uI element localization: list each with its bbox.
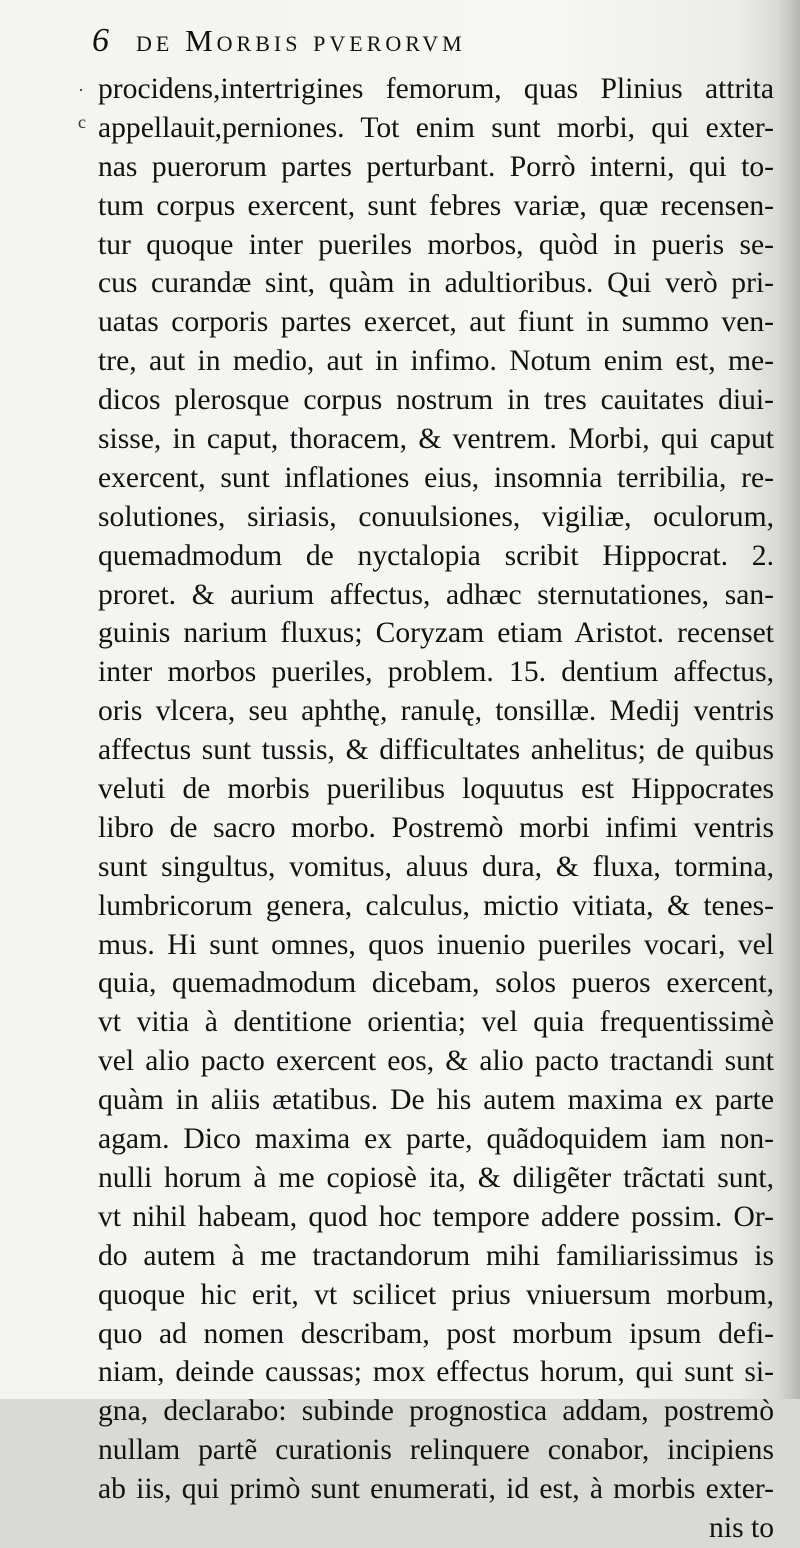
page-edge-shadow [778, 0, 800, 1399]
text-line: quemadmodum de nyctalopia scribit Hippocrat. 2. [98, 539, 774, 572]
text-line: lumbricorum genera, calculus, mictio vitiata, & tenes- [98, 889, 774, 922]
page-header [92, 22, 732, 62]
body-text [98, 70, 774, 1548]
text-line: niam, deinde caussas; mox effectus horum, qui sunt si- [98, 1356, 774, 1389]
text-line: inter morbos pueriles, problem. 15. dentium affectus, [98, 656, 774, 689]
text-line: vt vitia à dentitione orientia; vel quia frequentissimè [98, 1006, 774, 1039]
text-line: gna, declarabo: subinde prognostica addam, postremò [98, 1395, 774, 1428]
text-line: nulli horum à me copiosè ita, & diligẽter trãctati sunt, [98, 1161, 774, 1194]
text-line: tur quoque inter pueriles morbos, quòd in pueris se- [98, 228, 774, 261]
text-line: guinis narium fluxus; Coryzam etiam Aristot. recenset [98, 617, 774, 650]
text-line: procidens,intertrigines femorum, quas Plinius attrita [98, 73, 774, 105]
text-line: nis to [709, 1511, 774, 1544]
text-line: exercent, sunt inflationes eius, insomnia terribilia, re- [98, 461, 774, 494]
running-title: de Morbis pverorvm [136, 23, 466, 58]
text-line: tum corpus exercent, sunt febres variæ, quæ recensen- [98, 189, 774, 222]
text-line: do autem à me tractandorum mihi familiarissimus is [98, 1239, 774, 1272]
text-line: veluti de morbis puerilibus loquutus est Hippocrates [98, 773, 774, 806]
text-line: libro de sacro morbo. Postremò morbi infimi ventris [98, 811, 774, 844]
page-number: 6 [92, 22, 112, 59]
text-line: nullam partẽ curationis relinquere conabor, incipiens [98, 1434, 774, 1467]
text-line: solutiones, siriasis, conuulsiones, vigiliæ, oculorum, [98, 500, 774, 533]
text-line: vel alio pacto exercent eos, & alio pacto tractandi sunt [98, 1045, 774, 1078]
text-line: vt nihil habeam, quod hoc tempore addere possim. Or- [98, 1200, 774, 1233]
text-line: oris vlcera, seu aphthę, ranulę, tonsillæ. Medij ventris [98, 695, 774, 728]
text-line: quoque hic erit, vt scilicet prius vniuersum morbum, [98, 1278, 774, 1311]
text-line: dicos plerosque corpus nostrum in tres cauitates diui- [98, 384, 774, 417]
text-line: nas puerorum partes perturbant. Porrò interni, qui to- [98, 150, 774, 183]
margin-mark: c [78, 112, 86, 132]
text-line: mus. Hi sunt omnes, quos inuenio pueriles vocari, vel [98, 928, 774, 961]
text-line: quàm in aliis ætatibus. De his autem maxima ex parte [98, 1084, 774, 1117]
text-line: affectus sunt tussis, & difficultates anhelitus; de quibus [98, 734, 774, 767]
text-line: appellauit,perniones. Tot enim sunt morbi, qui exter- [98, 111, 774, 144]
text-line: proret. & aurium affectus, adhæc sternutationes, san- [98, 578, 774, 611]
text-line: ab iis, qui primò sunt enumerati, id est, à morbis exter- [98, 1473, 774, 1506]
text-line: quo ad nomen describam, post morbum ipsum defi- [98, 1317, 774, 1350]
text-line: uatas corporis partes exercet, aut fiunt in summo ven- [98, 306, 774, 339]
margin-mark: · [78, 80, 84, 100]
text-line: quia, quemadmodum dicebam, solos pueros exercent, [98, 967, 774, 1000]
text-line: sunt singultus, vomitus, aluus dura, & fluxa, tormina, [98, 850, 774, 883]
text-line: tre, aut in medio, aut in infimo. Notum enim est, me- [98, 345, 774, 378]
text-line: cus curandæ sint, quàm in adultioribus. Qui verò pri- [98, 267, 774, 300]
text-line: sisse, in caput, thoracem, & ventrem. Morbi, qui caput [98, 423, 774, 456]
text-line: agam. Dico maxima ex parte, quãdoquidem iam non- [98, 1123, 774, 1156]
